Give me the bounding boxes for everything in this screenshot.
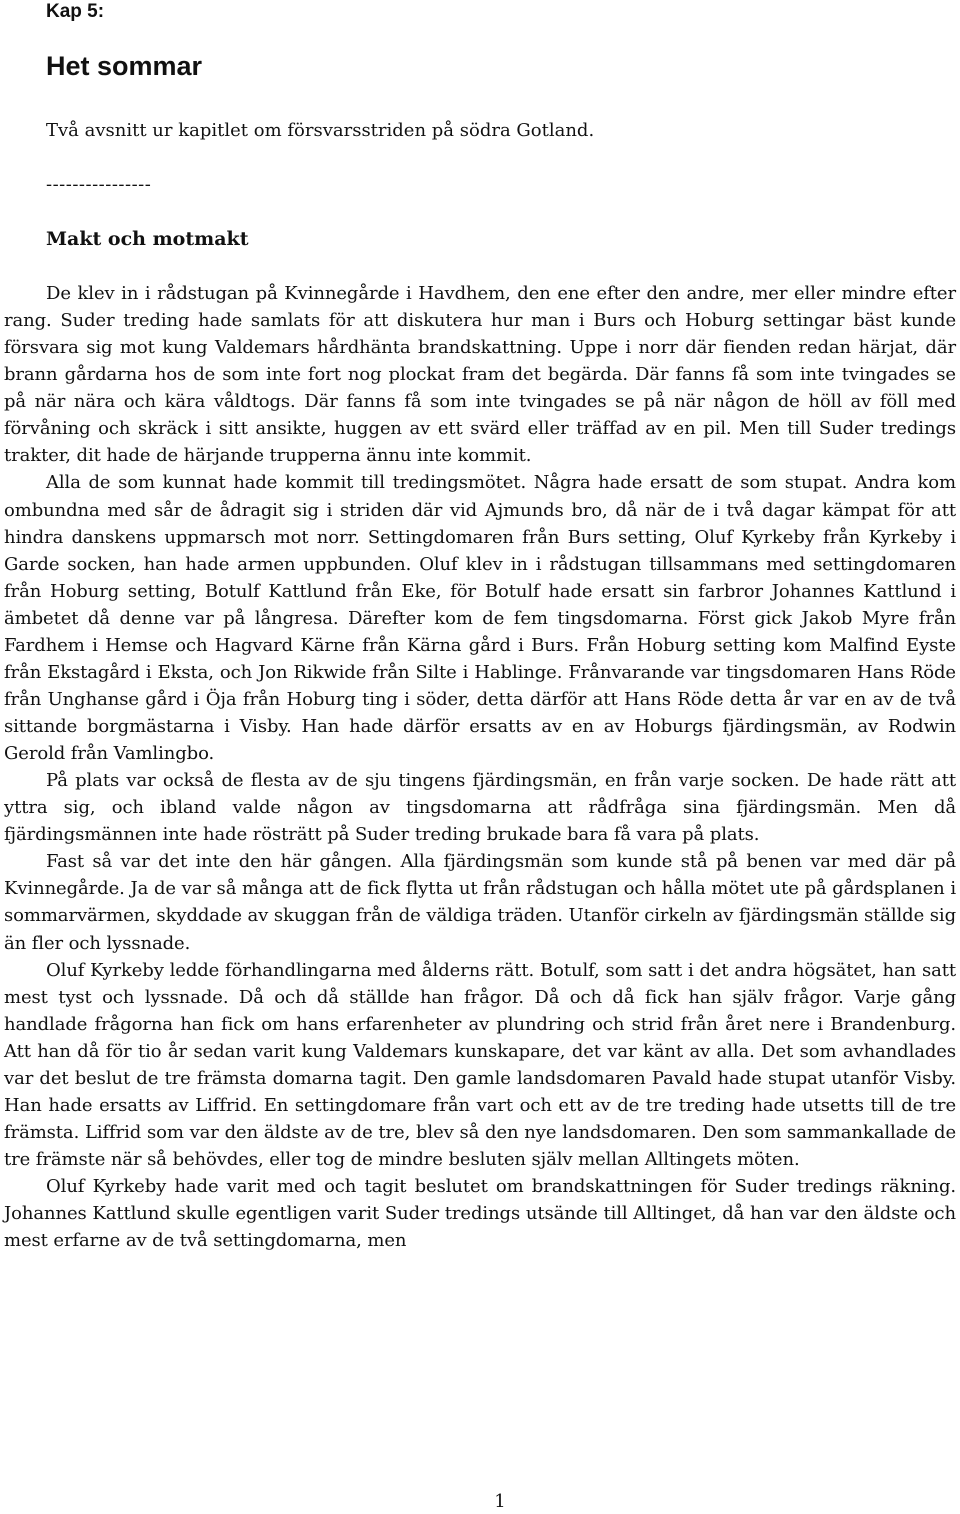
body-text xyxy=(4,280,956,1254)
chapter-label: Kap 5: xyxy=(46,1,105,22)
page-number: 1 xyxy=(494,1491,506,1512)
intro-text: Två avsnitt ur kapitlet om försvarsstriden på södra Gotland. xyxy=(46,120,595,141)
paragraph: Fast så var det inte den här gången. Alla fjärdingsmän som kunde stå på benen var med där på Kvinnegårde. Ja de var så många att de fick flytta ut från rådstugan och hålla mötet ute på gårdsplanen i sommarvärmen, skyddade av skuggan från de väldiga träden. Utanför cirkeln av fjärdingsmän ställde sig än fler och lyssnade. xyxy=(4,851,956,954)
chapter-title: Het sommar xyxy=(46,51,203,81)
paragraph: De klev in i rådstugan på Kvinnegårde i Havdhem, den ene efter den andre, mer eller mindre efter rang. Suder treding hade samlats för att diskutera hur man i Burs och Hoburg settingar bäst kunde försvara sig mot kung Valdemars hårdhänta brandskattning. Uppe i norr där fienden redan härjat, där brann gårdarna hos de som inte fort nog plockat fram det begärda. Där fanns få som inte tvingades se på när nära och kära våldtogs. Där fanns få som inte tvingades se på när någon de höll av föll med förvåning och skräck i sitt ansikte, huggen av ett svärd eller träffad av en pil. Men till Suder tredings trakter, dit hade de härjande trupperna ännu inte kommit. xyxy=(4,283,956,467)
section-title: Makt och motmakt xyxy=(46,228,249,250)
paragraph: På plats var också de flesta av de sju tingens fjärdingsmän, en från varje socken. De hade rätt att yttra sig, och ibland valde någon av tingsdomarna att rådfråga sina fjärdingsmän. Men då fjärdingsmännen inte hade rösträtt på Suder treding brukade bara få vara på plats. xyxy=(4,770,956,846)
section-divider: ---------------- xyxy=(46,174,152,195)
paragraph: Alla de som kunnat hade kommit till tredingsmötet. Några hade ersatt de som stupat. Andra kom ombundna med sår de ådragit sig i striden där vid Ajmunds bro, då när de i två dagar kämpat för att hindra danskens uppmarsch mot norr. Settingdomaren från Burs setting, Oluf Kyrkeby från Kyrkeby i Garde socken, han hade armen uppbunden. Oluf klev in i rådstugan tillsammans med settingdomaren från Hoburg setting, Botulf Kattlund från Eke, för Botulf hade ersatt sin farbror Johannes Kattlund i ämbetet då denne var på långresa. Därefter kom de fem tingsdomarna. Först gick Jakob Myre från Fardhem i Hemse och Hagvard Kärne från Kärna gård i Burs. Från Hoburg setting kom Malfind Eyste från Ekstagård i Eksta, och Jon Rikwide från Silte i Hablinge. Frånvarande var tingsdomaren Hans Röde från Unghanse gård i Öja från Hoburg ting i söder, detta därför att Hans Röde detta år var en av de två sittande borgmästarna i Visby. Han hade därför ersatts av en av Hoburgs fjärdingsmän, av Rodwin Gerold från Vamlingbo. xyxy=(4,472,956,765)
paragraph: Oluf Kyrkeby hade varit med och tagit beslutet om brandskattningen för Suder tredings räkning. Johannes Kattlund skulle egentligen varit Suder tredings utsände till Alltinget, då han var den äldste och mest erfarne av de två settingdomarna, men xyxy=(4,1176,956,1252)
paragraph: Oluf Kyrkeby ledde förhandlingarna med ålderns rätt. Botulf, som satt i det andra högsätet, han satt mest tyst och lyssnade. Då och då ställde han frågor. Då och då fick han själv frågor. Varje gång handlade frågorna han fick om hans erfarenheter av plundring och strid från året nere i Brandenburg. Att han då för tio år sedan varit kung Valdemars kunskapare, det var känt av alla. Det som avhandlades var det beslut de tre främsta domarna tagit. Den gamle landsdomaren Pavald hade stupat utanför Visby. Han hade ersatts av Liffrid. En settingdomare från vart och ett av de tre treding hade utsetts till de tre främsta. Liffrid som var den äldste av de tre, blev så den nye landsdomaren. Den som sammankallade de tre främste när så behövdes, eller tog de mindre besluten själv mellan Alltingets möten. xyxy=(4,959,956,1170)
